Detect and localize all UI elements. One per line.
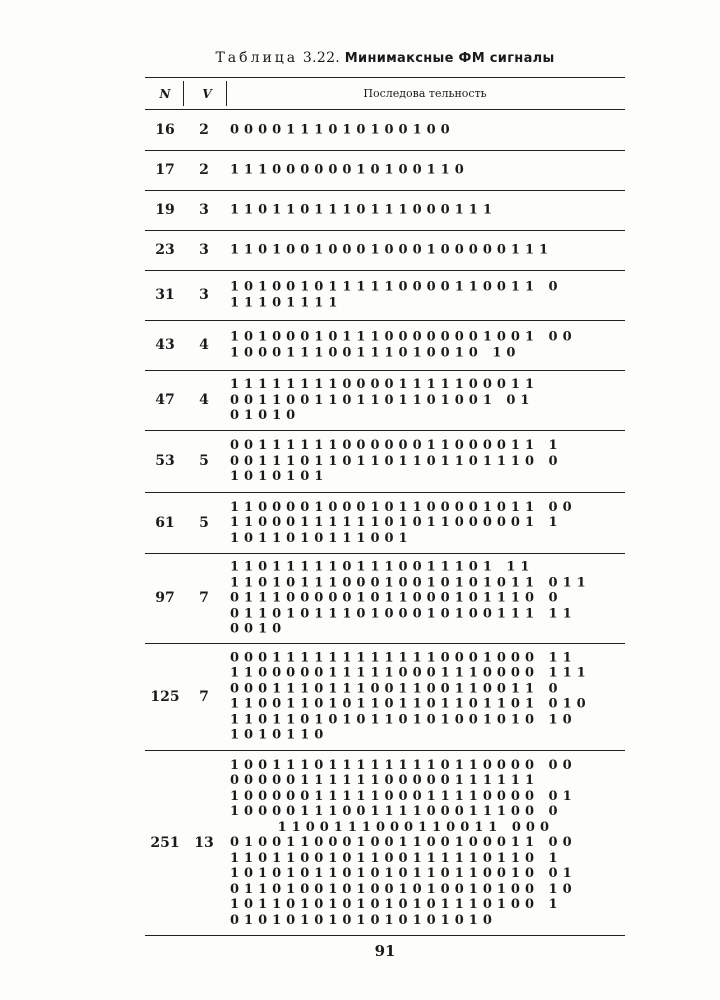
cell-sequence: 1111111100001111100011 0011001101101101001 01 01010: [230, 376, 539, 423]
table-row: [145, 370, 625, 430]
cell-v: 3: [199, 242, 209, 258]
caption-number: 3.22.: [302, 50, 341, 66]
caption-lead: Таблица: [215, 50, 299, 66]
cell-n: 97: [155, 590, 175, 606]
cell-v: 3: [199, 202, 209, 218]
cell-sequence: 1001110111111110110000 00 0000011111100000111111 1000001111100011110000 01 1000011100111100011100 0 1100111000110011 000 0100110001001100100011 00 1101100101100111110110 1 1010101101010110110010 01 0110100101001010010100 10 1011010101010101110100 1 0101010101010101010: [230, 757, 577, 928]
caption-title: Минимаксные ФМ сигналы: [344, 51, 555, 66]
header-separator: [226, 81, 227, 106]
cell-sequence: 11100000010100110: [230, 162, 469, 178]
header-separator: [183, 81, 184, 106]
cell-n: 125: [150, 688, 180, 705]
cell-sequence: 1101111101110011101 11 1101011100010010101011 011 0111000001011000101110 0 0110101110100010100111 11 0010: [230, 559, 591, 637]
cell-v: 5: [199, 514, 209, 531]
cell-sequence: 0001111111111110001000 11 1100000111110001110000 111 0001110111001100110011 0 1100110101101101101101 010 1101101010110101001010 10 1010110: [230, 650, 591, 743]
table-row: [145, 320, 625, 370]
table-row: [145, 553, 625, 643]
header-n: N: [159, 87, 171, 101]
table-row: [145, 430, 625, 492]
cell-v: 3: [199, 287, 209, 303]
cell-n: 53: [155, 453, 175, 469]
table-row: [145, 150, 625, 190]
cell-sequence: 0011111100000011000011 1 0011101101101101101110 0 1010101: [230, 437, 563, 484]
cell-v: 5: [199, 453, 209, 469]
cell-n: 47: [155, 392, 175, 408]
cell-n: 19: [155, 202, 175, 218]
table-row: [145, 190, 625, 230]
row-rule: [145, 935, 625, 936]
cell-n: 43: [155, 337, 175, 353]
table-row: [145, 110, 625, 150]
cell-n: 61: [155, 514, 175, 531]
table-row: [145, 643, 625, 750]
cell-v: 4: [199, 337, 209, 353]
cell-sequence: 1100001000101100001011 00 1100011111101011000001 1 1011010111001: [230, 499, 577, 546]
header-sequence: Последова тельность: [363, 87, 487, 100]
cell-sequence: 11010010001000100000111: [230, 242, 554, 258]
table-row: [145, 492, 625, 553]
cell-n: 251: [150, 834, 180, 851]
table-row: [145, 230, 625, 270]
cell-v: 13: [194, 834, 214, 851]
cell-sequence: 1010010111110000110011 0 11101111: [230, 279, 563, 310]
page-number: 91: [374, 942, 396, 960]
header-v: V: [202, 87, 212, 101]
cell-v: 2: [199, 122, 209, 138]
cell-n: 31: [155, 287, 175, 303]
cell-sequence: 1010001011100000001001 00 100011100111010010 10: [230, 329, 577, 360]
cell-v: 7: [199, 688, 209, 705]
cell-n: 17: [155, 162, 175, 178]
cell-sequence: 1101101110111000111: [230, 202, 497, 218]
cell-n: 16: [155, 122, 175, 138]
cell-sequence: 0000111010100100: [230, 122, 455, 138]
cell-v: 4: [199, 392, 209, 408]
cell-v: 2: [199, 162, 209, 178]
cell-v: 7: [199, 590, 209, 606]
cell-n: 23: [155, 242, 175, 258]
table-caption: [145, 50, 625, 66]
table-row: [145, 270, 625, 320]
table-top-rule: [145, 77, 625, 78]
table-row: [145, 750, 625, 935]
